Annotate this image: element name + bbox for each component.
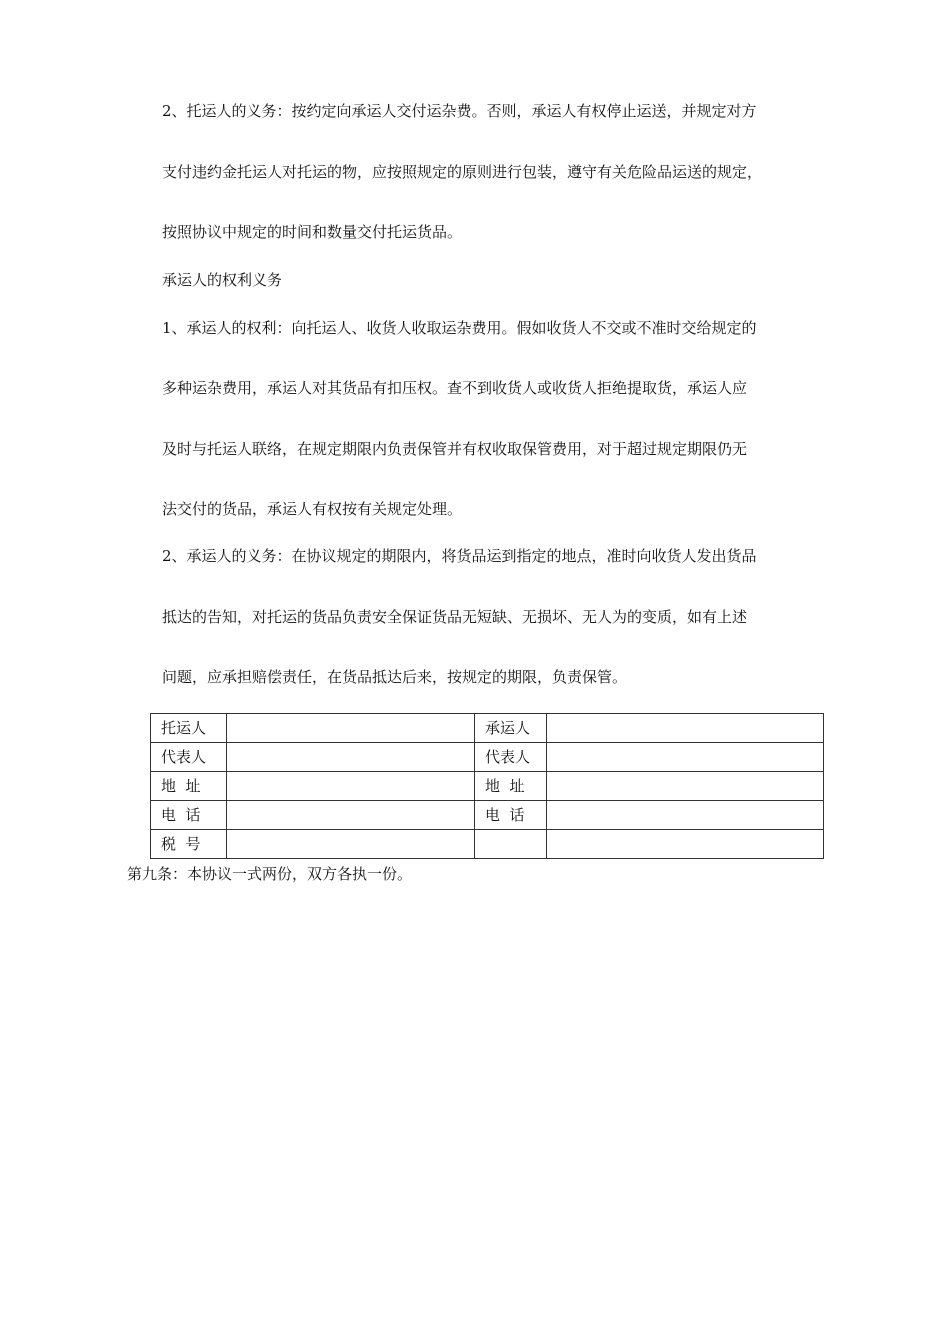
shipper-address-label: 地 址	[151, 772, 227, 801]
shipper-phone-label: 电 话	[151, 801, 227, 830]
table-row	[151, 714, 824, 743]
paragraph-line: 抵达的告知，对托运的货品负责安全保证货品无短缺、无损坏、无人为的变质，如有上述	[162, 608, 748, 626]
paragraph-line: 问题，应承担赔偿责任，在货品抵达后来，按规定的期限，负责保管。	[162, 668, 628, 686]
shipper-label: 托运人	[151, 714, 227, 743]
carrier-tax-value	[547, 830, 824, 859]
paragraph-line: 法交付的货品，承运人有权按有关规定处理。	[162, 500, 463, 518]
shipper-tax-label: 税 号	[151, 830, 227, 859]
shipper-phone-value	[227, 801, 475, 830]
carrier-rep-value	[547, 743, 824, 772]
paragraph-line: 2、托运人的义务：按约定向承运人交付运杂费。否则，承运人有权停止运送，并规定对方	[162, 102, 757, 120]
party-info-table	[150, 713, 824, 859]
paragraph-line: 1、承运人的权利：向托运人、收货人收取运杂费用。假如收货人不交或不准时交给规定的	[162, 319, 757, 337]
shipper-address-value	[227, 772, 475, 801]
carrier-rep-label: 代表人	[475, 743, 547, 772]
shipper-value	[227, 714, 475, 743]
shipper-rep-value	[227, 743, 475, 772]
paragraph-line: 按照协议中规定的时间和数量交付托运货品。	[162, 223, 463, 241]
table-row	[151, 743, 824, 772]
carrier-tax-label	[475, 830, 547, 859]
paragraph-line: 2、承运人的义务：在协议规定的期限内，将货品运到指定的地点，准时向收货人发出货品	[162, 547, 757, 565]
carrier-phone-value	[547, 801, 824, 830]
paragraph-line: 多种运杂费用，承运人对其货品有扣压权。查不到收货人或收货人拒绝提取货，承运人应	[162, 379, 748, 397]
paragraph-line: 及时与托运人联络，在规定期限内负责保管并有权收取保管费用，对于超过规定期限仍无	[162, 440, 748, 458]
carrier-address-value	[547, 772, 824, 801]
shipper-rep-label: 代表人	[151, 743, 227, 772]
carrier-value	[547, 714, 824, 743]
carrier-phone-label: 电 话	[475, 801, 547, 830]
table-row	[151, 801, 824, 830]
section-heading: 承运人的权利义务	[162, 271, 283, 289]
carrier-address-label: 地 址	[475, 772, 547, 801]
table-row	[151, 830, 824, 859]
shipper-tax-value	[227, 830, 475, 859]
carrier-label: 承运人	[475, 714, 547, 743]
paragraph-line: 支付违约金托运人对托运的物，应按照规定的原则进行包装，遵守有关危险品运送的规定，	[162, 163, 763, 181]
article-nine-clause: 第九条：本协议一式两份，双方各执一份。	[127, 865, 413, 883]
table-row	[151, 772, 824, 801]
